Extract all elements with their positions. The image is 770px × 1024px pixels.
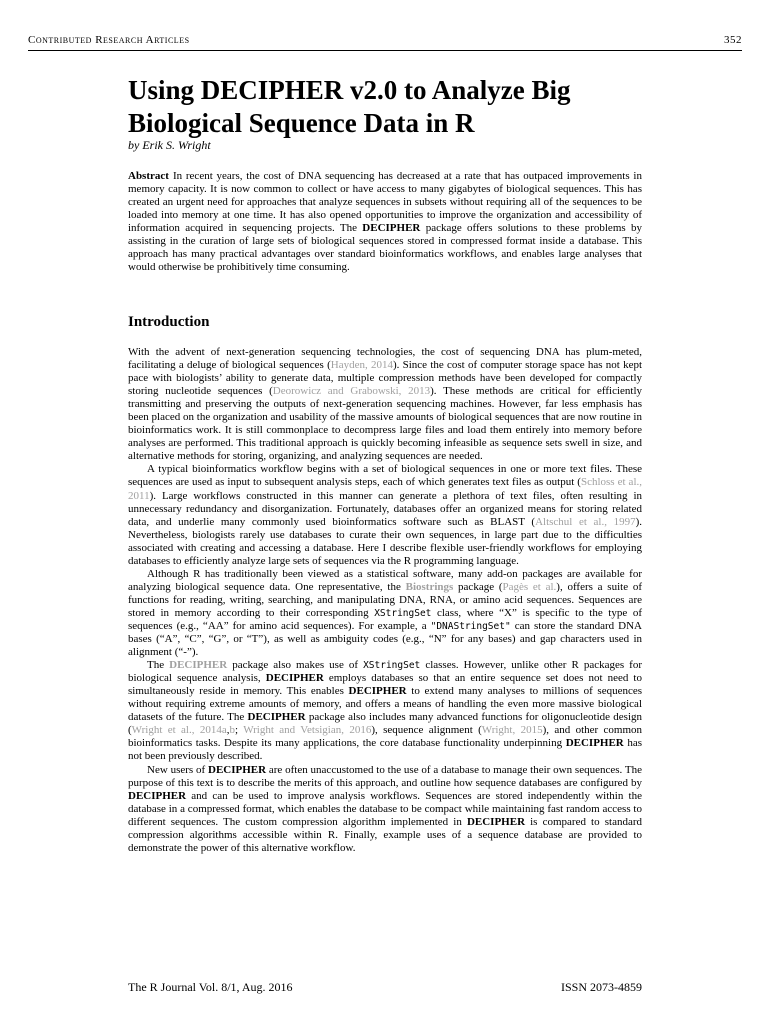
abstract-label: Abstract xyxy=(128,170,169,182)
package-link-biostrings[interactable]: Biostrings xyxy=(405,580,454,593)
article-title xyxy=(128,74,648,140)
p2-text-1: A typical bioinformatics workflow begins with a set of biological sequences in one or more text files. These sequences are used as input to subsequent analysis steps, each of which generates text files as output ( xyxy=(128,463,642,489)
p4-text-7: ), sequence alignment ( xyxy=(371,724,482,737)
citation-author: Hayden xyxy=(330,359,365,372)
package-link-decipher[interactable]: DECIPHER xyxy=(169,659,228,672)
p4-text-9: has not been previously described. xyxy=(128,737,642,763)
code-dnastringset: "DNAStringSet" xyxy=(430,620,511,632)
citation-wright-vetsigian[interactable]: Wright and Vetsigian, 2016 xyxy=(243,724,372,737)
p4-text-3: classes. However, unlike other R packages for biological sequence analysis, xyxy=(128,659,642,685)
p4-text-5: to extend many analyses to millions of sequences without requiring extreme amounts of memory, and offers a means of handling the even more massive biological datasets of the future. The xyxy=(128,685,642,724)
p1-text-2: ). Since the cost of computer storage space has not kept pace with biologists’ ability to generate data, multiple compression methods have been developed for compactly storing nucleotide sequences ( xyxy=(128,359,643,398)
citation-author: Wright et al. xyxy=(131,724,192,737)
p2-text-2: ). Large workflows constructed in this manner can generate a plethora of text files, often resulting in unnecessary redundancy and disorganization. Fortunately, databases offer an organized means for storing related data, and underlie many commonly used bioinformatics software such as BLAST ( xyxy=(128,489,642,528)
page-number: 352 xyxy=(724,34,742,46)
citation-year: 2014a xyxy=(199,724,227,737)
citation-year: 2015 xyxy=(520,724,543,737)
package-name: DECIPHER xyxy=(265,672,324,685)
p1-text-3: ). These methods are critical for efficiently transmitting and preserving the outputs of next-generation sequencing machines. However, far less emphasis has been placed on the organization and usability of the massive amounts of biological sequences that are now routine in bioinformatics work. It is still commonplace to decompress large files and load them entirely into memory before analyses are performed. This traditional approach is quickly becoming infeasible as sequence sets swell in size, and alternative methods for storing, organizing, and analyzing sequences are needed. xyxy=(128,385,643,463)
title-line-2: Biological Sequence Data in R xyxy=(128,108,475,138)
code-xstringset: XStringSet xyxy=(374,607,432,619)
citation-schloss[interactable]: Schloss et al., 2011 xyxy=(128,476,642,502)
author-byline: by Erik S. Wright xyxy=(128,138,211,152)
package-name: DECIPHER xyxy=(466,815,526,828)
p4-text-1: The xyxy=(147,659,170,672)
p1-text-1: With the advent of next-generation sequencing technologies, the cost of sequencing DNA has plum-meted, facilitating a deluge of biological sequences ( xyxy=(128,346,642,372)
citation-year: 2014 xyxy=(370,359,393,372)
citation-deorowicz[interactable]: Deorowicz and Grabowski, 2013 xyxy=(272,385,431,398)
paragraph-2 xyxy=(128,463,642,567)
footer-issn: ISSN 2073-4859 xyxy=(560,980,642,994)
running-head-section: Contributed Research Articles xyxy=(28,34,190,46)
citation-hayden[interactable]: Hayden, 2014 xyxy=(330,359,393,372)
abstract-package: DECIPHER xyxy=(362,222,421,234)
citation-author: Wright xyxy=(481,724,513,737)
header-rule xyxy=(28,50,742,51)
p4-text-8: ), and other common bioinformatics tasks. Despite its many applications, the core database functionality underpinning xyxy=(128,724,643,750)
p5-text-4: is compared to standard compression algorithms accessible within R. Finally, example uses of a sequence database are provided to demonstrate the power of this alternative workflow. xyxy=(128,815,642,854)
abstract-text-2: package offers solutions to these problems by assisting in the curation of large sets of biological sequences stored in compressed format inside a database. This approach has many practical advantages over standard bioinformatics workflows, and enables large analyses that would otherwise be prohibitively time consuming. xyxy=(128,222,642,273)
citation-wright-2014[interactable]: Wright et al., 2014a xyxy=(131,724,227,737)
citation-year: 1997 xyxy=(613,515,636,528)
package-name: DECIPHER xyxy=(348,685,407,698)
citation-author: Deorowicz and Grabowski xyxy=(272,385,399,398)
paragraph-4: The DECIPHER package also makes use of XStringSet classes. However, unlike other R packages for biological sequence analysis, DECIPHER employs databases so that an entire sequence set does not need to simultaneously reside in memory. This enables DECIPHER to extend many analyses to millions of sequences without requiring extreme amounts of memory, and offers a means of handling the even more massive biological datasets of the future. The DECIPHER package also includes many advanced functions for oligonucleotide design (Wright et al., 2014a,b; Wright and Vetsigian, 2016), sequence alignment (Wright, 2015), and other common bioinformatics tasks. Despite its many applications, the core database functionality underpinning DECIPHER has not been previously described. xyxy=(128,659,643,763)
citation-author: Altschul et al. xyxy=(535,515,605,528)
body-text xyxy=(128,346,642,855)
package-name: DECIPHER xyxy=(128,789,187,802)
code-xstringset: XStringSet xyxy=(363,660,421,672)
p4-text-2: package also makes use of xyxy=(227,659,364,672)
p3-text-5: can store the standard DNA bases (“A”, “C”, “G”, or “T”), as well as ambiguity codes (e.g., “N” for any bases) and gap characters used in alignment (“-”). xyxy=(128,619,642,659)
citation-year: 2013 xyxy=(408,385,431,398)
abstract xyxy=(128,170,642,274)
p4-text-6: package also includes many advanced functions for oligonucleotide design ( xyxy=(128,711,642,737)
citation-wright-2015[interactable]: Wright, 2015 xyxy=(481,724,543,737)
section-heading-introduction: Introduction xyxy=(128,314,210,330)
abstract-text-1: In recent years, the cost of DNA sequencing has decreased at a rate that has outpaced improvements in memory capacity. It is now common to collect or have access to many gigabytes of biological sequences. This has created an urgent need for approaches that analyze sequences in subsets without requiring all of the sequences to be loaded into memory at one time. It has also opened opportunities to improve the organization and accessibility of information acquired in sequencing projects. The xyxy=(128,170,642,234)
p3-text-2: package ( xyxy=(453,580,503,593)
citation-year: 2016 xyxy=(349,724,372,737)
title-line-1: Using DECIPHER v2.0 to Analyze Big xyxy=(128,75,571,105)
paragraph-5 xyxy=(128,764,642,855)
paragraph-1 xyxy=(128,346,642,463)
p3-text-4: class, where “X” is specific to the type of sequences (e.g., “AA” for amino acid sequences). For example, a xyxy=(128,606,642,632)
p5-text-3: and can be used to improve analysis workflows. Sequences are stored independently within the database in a compressed format, which enables the database to be compact while maintaining fast random access to different sequences. The custom compression algorithm implemented in xyxy=(128,789,642,828)
package-name: DECIPHER xyxy=(208,763,267,776)
citation-year: 2011 xyxy=(128,489,150,502)
p5-text-1: New users of xyxy=(147,763,208,776)
paragraph-3 xyxy=(128,568,642,659)
citation-wright-2014b[interactable]: b xyxy=(229,724,235,737)
p3-text-3: ), offers a suite of functions for reading, writing, searching, and manipulating DNA, RNA, or amino acid sequences. Sequences are stored in memory according to their corresponding xyxy=(128,580,642,619)
citation-author: Wright and Vetsigian xyxy=(243,724,342,737)
p2-text-3: ). Nevertheless, biologists rarely use databases to curate their own sequences, in large part due to the difficulties associated with creating and accessing a database. Here I describe flexible user-friendly workflows for employing databases to efficiently analyze large sets of sequences via the R programming language. xyxy=(128,515,643,567)
p4-text-4: employs databases so that an entire sequence set does not need to simultaneously reside in memory. This enables xyxy=(128,672,642,698)
p3-text-1: Although R has traditionally been viewed as a statistical software, many add-on packages are available for analyzing biological sequence data. One representative, the xyxy=(128,567,642,593)
citation-author: Schloss et al. xyxy=(580,476,640,489)
package-name: DECIPHER xyxy=(247,711,306,724)
footer-journal: The R Journal Vol. 8/1, Aug. 2016 xyxy=(128,980,293,994)
citation-altschul[interactable]: Altschul et al., 1997 xyxy=(535,515,636,528)
citation-pages[interactable]: Pagès et al. xyxy=(502,580,557,593)
p5-text-2: are often unaccustomed to the use of a database to manage their own sequences. The purpose of this text is to describe the merits of this approach, and outline how sequence databases are configured by xyxy=(128,763,642,789)
package-name: DECIPHER xyxy=(565,737,624,750)
